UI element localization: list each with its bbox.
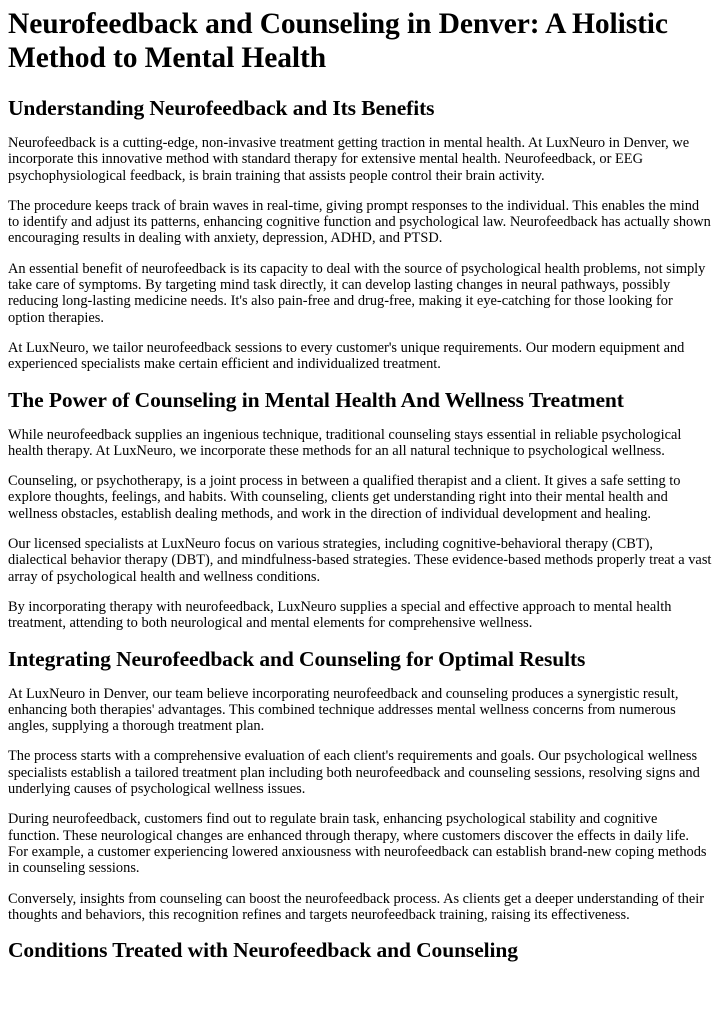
- paragraph: Neurofeedback is a cutting-edge, non-invasive treatment getting traction in mental health. At LuxNeuro in Denver, we incorporate this innovative method with standard therapy for extensive mental health. Neurofeedback, or EEG psychophysiological feedback, is brain training that assists people control their brain activity.: [8, 135, 690, 184]
- paragraph: Our licensed specialists at LuxNeuro focus on various strategies, including cognitive-behavioral therapy (CBT), dialectical behavior therapy (DBT), and mindfulness-based strategies. These evidence-based methods properly treat a vast array of psychological health and wellness conditions.: [8, 536, 712, 585]
- paragraph: While neurofeedback supplies an ingenious technique, traditional counseling stays essential in reliable psychological health therapy. At LuxNeuro, we incorporate these methods for an all natural technique to psychological wellness.: [8, 426, 682, 459]
- paragraph: At LuxNeuro, we tailor neurofeedback sessions to every customer's unique requirements. Our modern equipment and experienced specialists make certain efficient and individualized treatment.: [8, 339, 685, 373]
- page-title: Neurofeedback and Counseling in Denver: A Holistic Method to Mental Health: [8, 8, 668, 74]
- section-heading-conditions-treated: Conditions Treated with Neurofeedback and Counseling: [8, 938, 518, 963]
- paragraph: Counseling, or psychotherapy, is a joint process in between a qualified therapist and a client. It gives a safe setting to explore thoughts, feelings, and habits. With counseling, clients get understanding right into their mental health and wellness obstacles, establish dealing methods, and work in the direction of individual development and healing.: [8, 473, 681, 522]
- paragraph: By incorporating therapy with neurofeedback, LuxNeuro supplies a special and effective approach to mental health treatment, attending to both neurological and mental elements for comprehensive wellness.: [8, 598, 672, 632]
- paragraph: The procedure keeps track of brain waves in real-time, giving prompt responses to the individual. This enables the mind to identify and adjust its patterns, enhancing cognitive function and psychological law. Neurofeedback has actually shown encouraging results in dealing with anxiety, depression, ADHD, and PTSD.: [8, 197, 711, 247]
- section-heading-counseling-power: The Power of Counseling in Mental Health And Wellness Treatment: [8, 387, 624, 412]
- paragraph: The process starts with a comprehensive evaluation of each client's requirements and goals. Our psychological wellness specialists establish a tailored treatment plan including both neurofeedback and counseling sessions, resolving signs and underlying causes of psychological wellness issues.: [8, 748, 700, 798]
- article: [0, 7, 720, 963]
- section-heading-integrating: Integrating Neurofeedback and Counseling for Optimal Results: [8, 646, 586, 671]
- paragraph: An essential benefit of neurofeedback is its capacity to deal with the source of psychological health problems, not simply take care of symptoms. By targeting mind task directly, it can develop lasting changes in neural pathways, possibly reducing long-lasting medicine needs. It's also pain-free and drug-free, making it eye-catching for those looking for option therapies.: [8, 260, 706, 326]
- section-heading-neurofeedback-benefits: Understanding Neurofeedback and Its Benefits: [8, 96, 435, 120]
- paragraph: Conversely, insights from counseling can boost the neurofeedback process. As clients get a deeper understanding of their thoughts and behaviors, this recognition refines and targets neurofeedback training, raising its effectiveness.: [8, 890, 705, 923]
- paragraph: During neurofeedback, customers find out to regulate brain task, enhancing psychological stability and cognitive function. These neurological changes are enhanced through therapy, where customers discover the effects in daily life. For example, a customer experiencing lowered anxiousness with neurofeedback can establish brand-new coping methods in counseling sessions.: [8, 811, 707, 877]
- paragraph: At LuxNeuro in Denver, our team believe incorporating neurofeedback and counseling produces a synergistic result, enhancing both therapies' advantages. This combined technique addresses mental wellness concerns from numerous angles, supplying a thorough treatment plan.: [8, 685, 679, 735]
